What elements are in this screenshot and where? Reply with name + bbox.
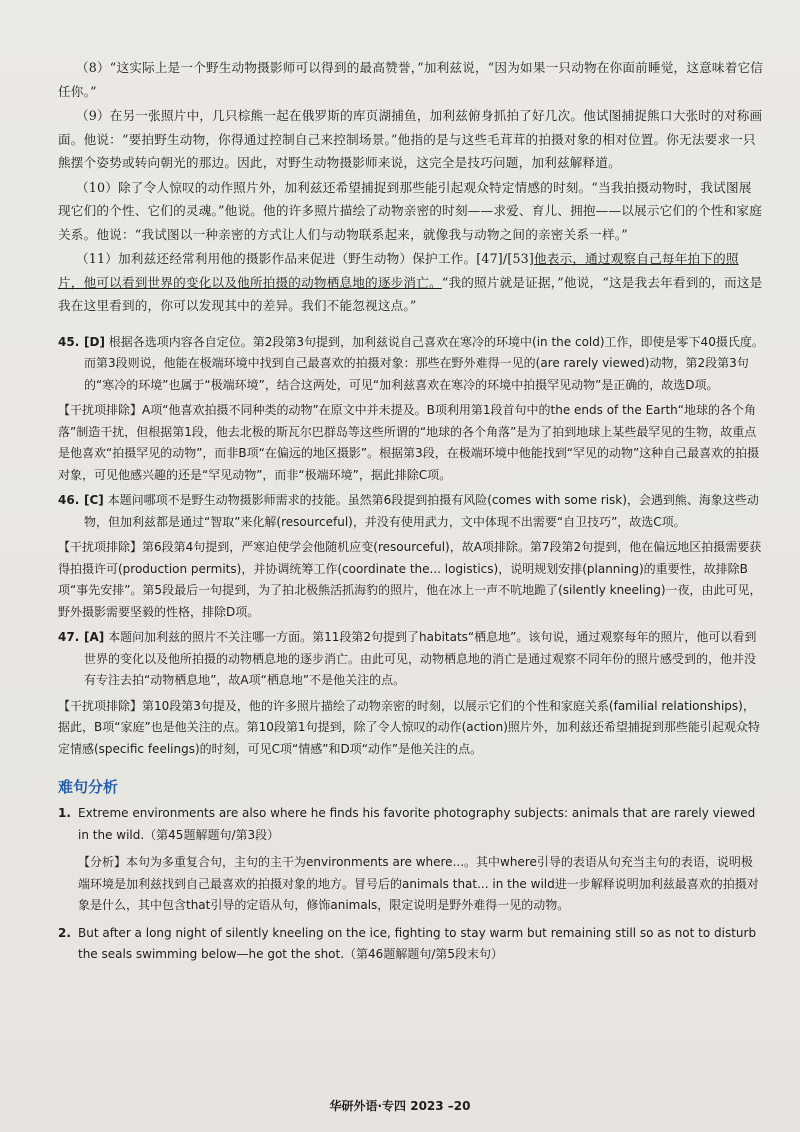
question-46-explanation [58,490,764,533]
distractor-text: A项“他喜欢拍摄不同种类的动物”在原文中并未提及。B项利用第1段首句中的the ends of the Earth“地球的各个角落”制造干扰，但根据第1段，他去北极的斯瓦尔巴群岛等这些所谓的“地球的各个角落”是为了拍到地球上某些最罕见的生物，故重点是他喜欢“拍摄罕见的动物”，而非B项“在偏远的地区摄影”。根据第3段，在极端环境中他能找到“罕见的动物”这种自己最喜欢的拍摄对象，可见他感兴趣的还是“罕见动物”，而非“极端环境”，据此排除C项。 [58,403,760,482]
distractor-tag: 【干扰项排除】 [58,540,143,554]
difficult-sentence-2 [58,923,764,966]
question-47-explanation [58,627,764,692]
distractor-text: 第6段第4句提到，严寒迫使学会他随机应变(resourceful)，故A项排除。第7段第2句提到，他在偏远地区拍摄需要获得拍摄许可(production permits)，并协调统筹工作(coordinate the... logistics)，说明规划安排(planning)的重要性，故排除B项“事先安排”。第5段最后一句提到，为了拍北极熊活抓海豹的照片，他在冰上一声不吭地跪了(silently kneeling)一夜，由此可见，野外摄影需要坚毅的性格，排除D项。 [58,540,762,619]
answer-label: [C] [84,493,104,507]
sentence-text: Extreme environments are also where he finds his favorite photography subjects: animals that are rarely viewed in the wild.（第45题解题句/第3段） [78,806,756,842]
distractor-analysis [58,537,764,623]
paragraph-10: （10）除了令人惊叹的动作照片外，加利兹还希望捕捉到那些能引起观众特定情感的时刻。“当我拍摄动物时，我试图展现它们的个性、它们的灵魂。”他说。他的许多照片描绘了动物亲密的时刻——求爱、育儿、拥抱——以展示它们的个性和家庭关系。他说：“我试图以一种亲密的方式让人们与动物联系起来，就像我与动物之间的亲密关系一样。” [58,179,762,242]
sentence-analysis: 【分析】本句为多重复合句，主句的主干为environments are where...。其中where引导的表语从句充当主句的表语，说明极端环境是加利兹找到自己最喜欢的拍摄对象的地方。冒号后的animals that... in the wild进一步解释说明加利兹最喜欢的拍摄对象是什么，其中包含that引导的定语从句，修饰animals，限定说明是野外难得一见的动物。 [78,855,759,912]
question-45-explanation [58,332,764,397]
answer-explanations [58,332,764,761]
sentence [58,803,764,846]
passage-translation [58,56,764,318]
question-46 [58,490,764,623]
question-number: 46. [58,493,80,507]
section-title: 难句分析 [58,778,119,796]
question-45 [58,332,764,487]
answer-label: [D] [84,334,105,349]
difficult-sentence-1 [58,803,764,917]
paragraph-11-lead: （11）加利兹还经常利用他的摄影作品来促进（野生动物）保护工作。[47]/[53] [76,251,534,266]
distractor-analysis [58,400,764,486]
sentence-text: But after a long night of silently kneeling on the ice, fighting to stay warm but remaining still so as not to disturb the seals swimming below—he got the shot.（第46题解题句/第5段末句） [78,925,757,961]
distractor-text: 第10段第3句提及，他的许多照片描绘了动物亲密的时刻，以展示它们的个性和家庭关系(familial relationships)，据此，B项“家庭”也是他关注的点。第10段第1句提到，除了令人惊叹的动作(action)照片外，加利兹还希望捕捉到那些能引起观众特定情感(specific feelings)的时刻，可见C项“情感”和D项“动作”是他关注的点。 [58,698,760,756]
question-number: 45. [58,334,80,349]
sentence-number: 1. [58,806,71,820]
paragraph-11-tail: “我的照片就是证据，”他说，“这是我去年看到的，而这是我在这里看到的，你可以发现其中的差异。我们不能忽视这点。” [58,274,763,313]
sentence-number: 2. [58,925,71,940]
question-number: 47. [58,630,80,644]
explanation-text: 本题问哪项不是野生动物摄影师需求的技能。虽然第6段提到拍摄有风险(comes with some risk)，会遇到熊、海象这些动物，但加利兹都是通过“智取”来化解(resourceful)，并没有使用武力，文中体现不出需要“自卫技巧”，故选C项。 [84,493,759,529]
paragraph-11-underlined: 他表示，通过观察自己每年拍下的照片，他可以看到世界的变化以及他所拍摄的动物栖息地的逐步消亡。 [58,251,739,290]
paragraph-8: （8）“这实际上是一个野生动物摄影师可以得到的最高赞誉，”加利兹说，“因为如果一只动物在你面前睡觉，这意味着它信任你。” [58,60,764,99]
explanation-text: 根据各选项内容各自定位。第2段第3句提到，加利兹说自己喜欢在寒冷的环境中(in the cold)工作，即使是零下40摄氏度。而第3段则说，他能在极端环境中找到自己最喜欢的拍摄对象：那些在野外难得一见的(are rarely viewed)动物，第2段第3句的“寒冷的环境”也属于“极端环境”，结合这两处，可见“加利兹喜欢在寒冷的环境中拍摄罕见动物”是正确的，故选D项。 [84,334,764,392]
paragraph-9: （9）在另一张照片中，几只棕熊一起在俄罗斯的库页湖捕鱼，加利兹俯身抓拍了好几次。他试图捕捉熊口大张时的对称画面。他说：“要拍野生动物，你得通过控制自己来控制场景。”他指的是与这些毛茸茸的拍摄对象的相对位置。你无法要求一只熊摆个姿势或转向朝光的那边。因此，对野生动物摄影师来说，这完全是技巧问题，加利兹解释道。 [58,108,763,170]
distractor-tag: 【干扰项排除】 [58,403,143,417]
page-footer: 华研外语·专四 2023 –20 [329,1099,471,1113]
sentence [58,923,764,966]
difficult-sentences [58,803,764,966]
distractor-analysis [58,696,764,761]
explanation-text: 本题问加利兹的照片不关注哪一方面。第11段第2句提到了habitats“栖息地”。该句说，通过观察每年的照片，他可以看到世界的变化以及他所拍摄的动物栖息地的逐步消亡。由此可见，动物栖息地的消亡是通过观察不同年份的照片感受到的，他并没有专注去拍“动物栖息地”，故A项“栖息地”不是他关注的点。 [84,630,757,687]
distractor-tag: 【干扰项排除】 [58,698,143,713]
answer-label: [A] [84,630,105,644]
question-47 [58,627,764,760]
paragraph-11 [58,247,764,318]
